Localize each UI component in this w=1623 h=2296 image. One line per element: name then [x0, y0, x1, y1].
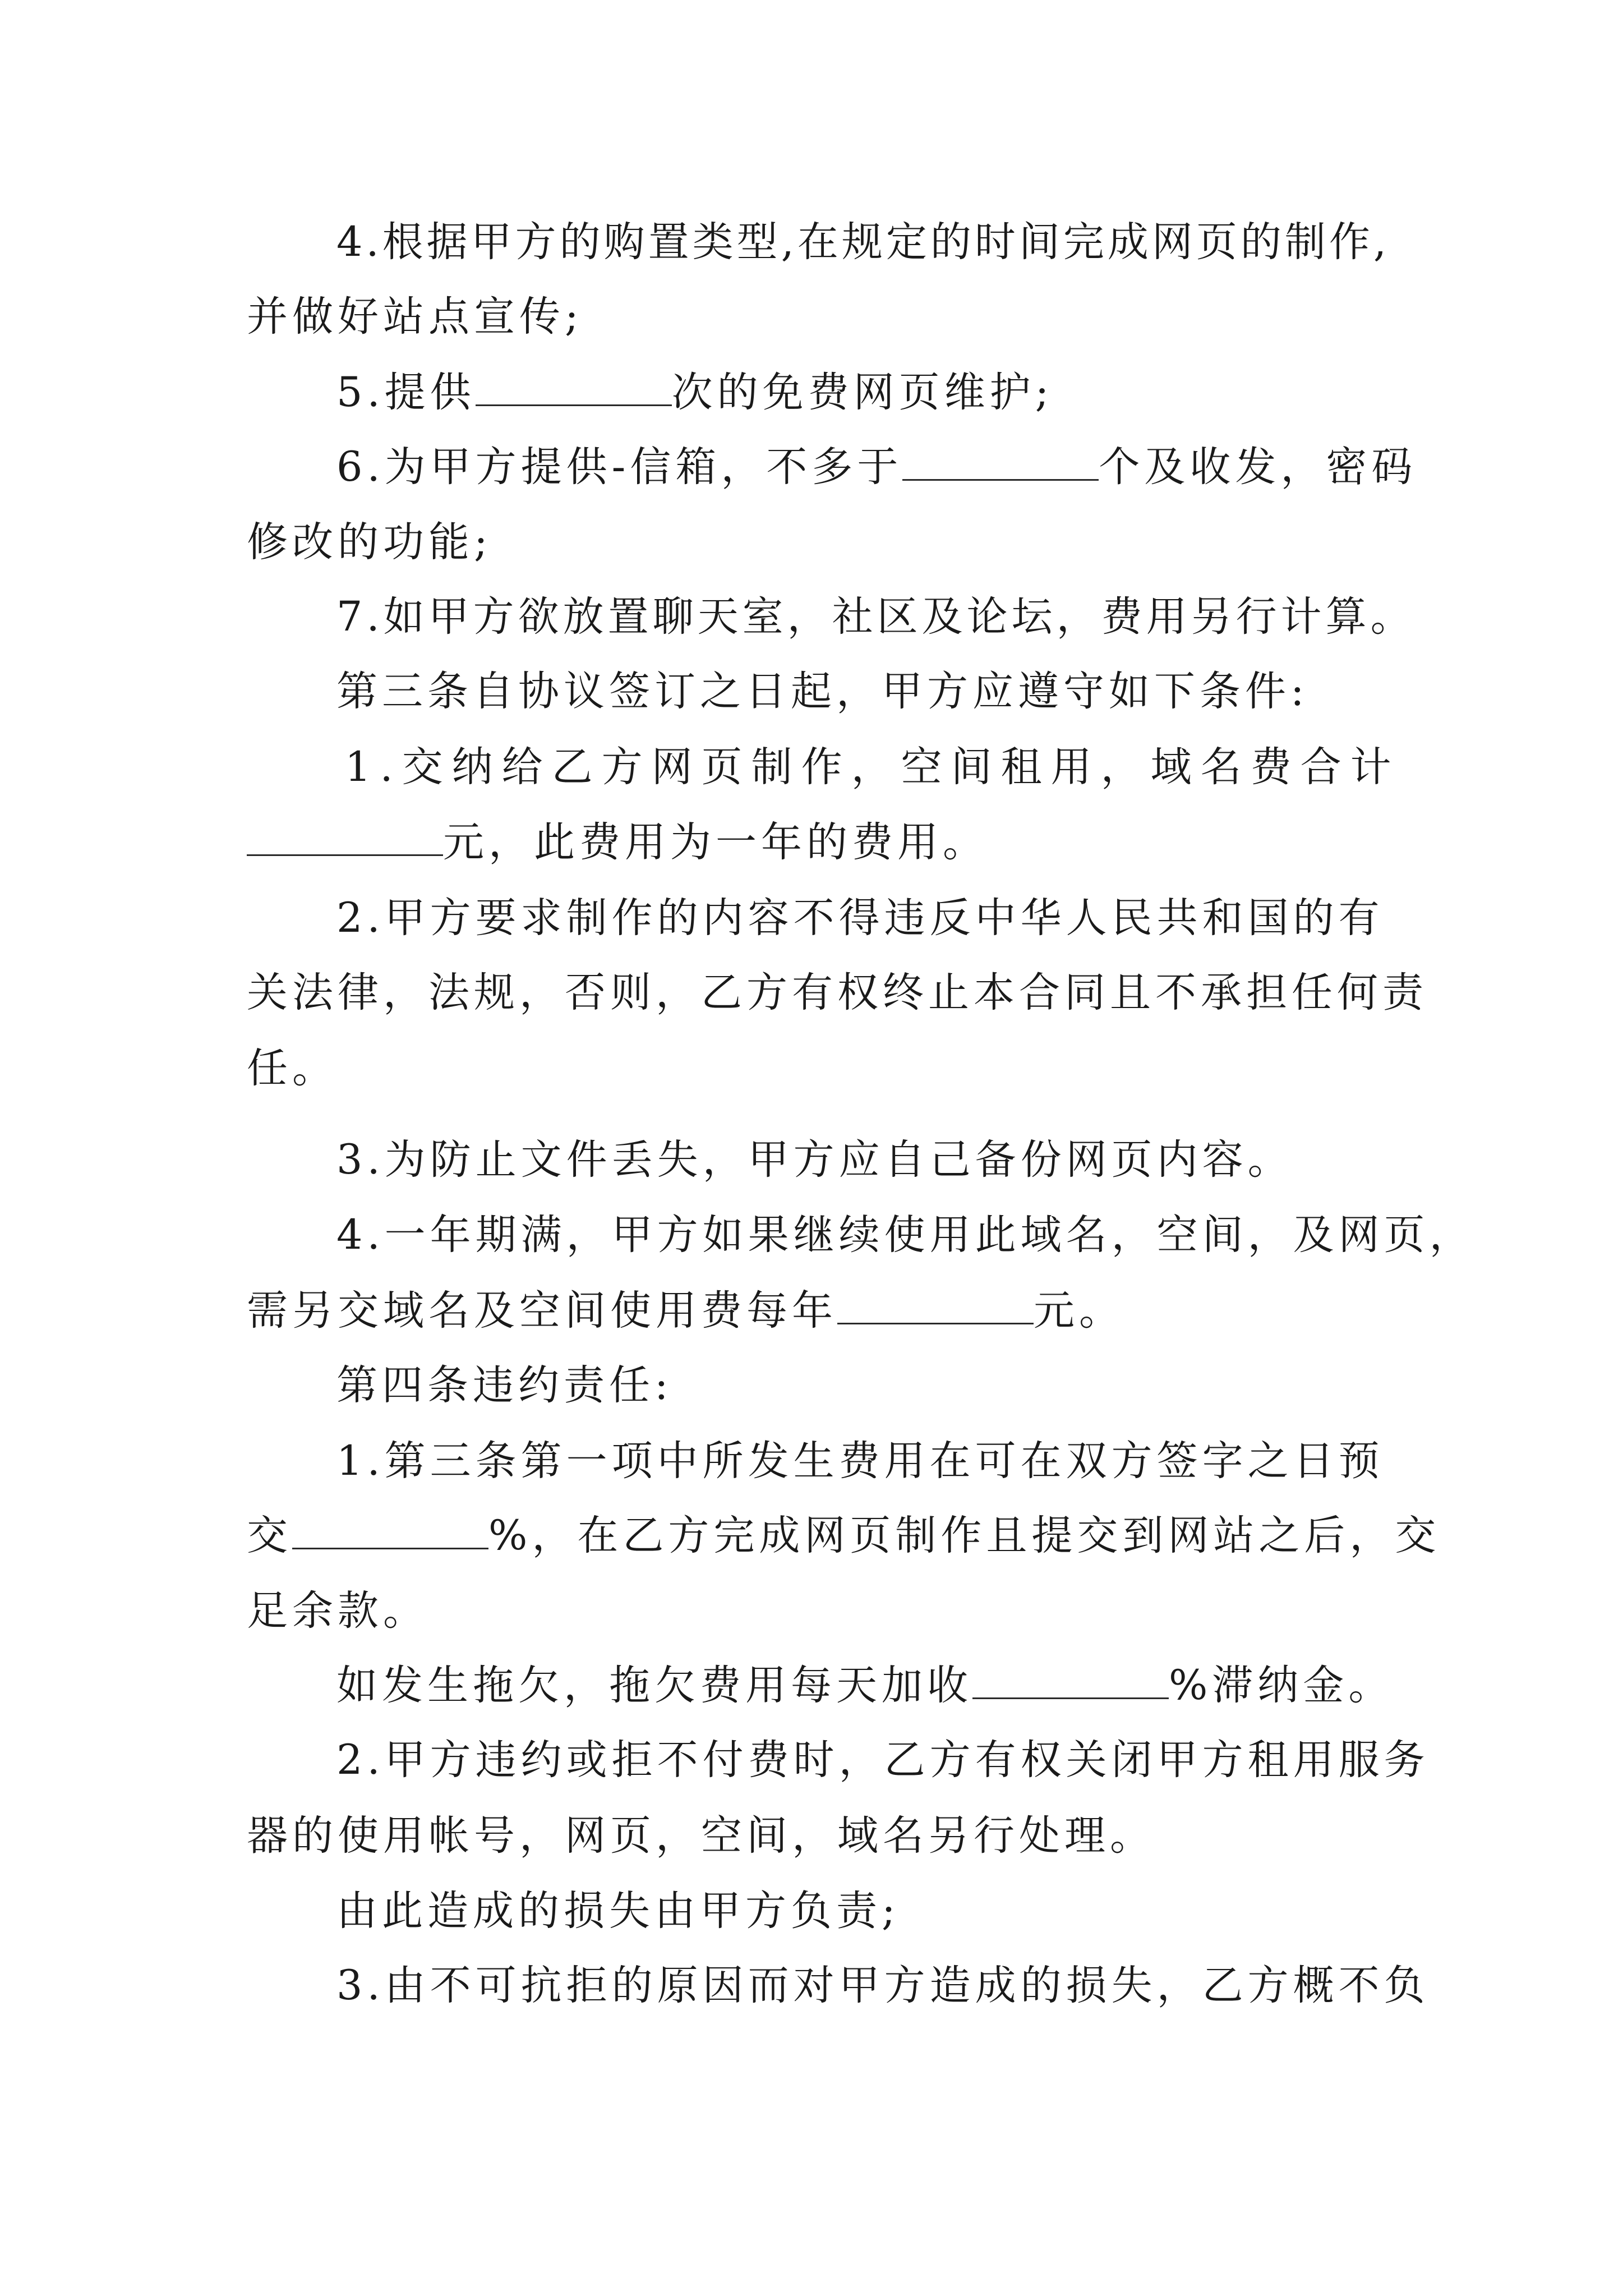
text-line: 交 %，在乙方完成网页制作且提交到网站之后，交: [247, 1512, 1441, 1559]
text-line: 2.甲方要求制作的内容不得违反中华人民共和国的有: [336, 894, 1384, 942]
text-line: 4.根据甲方的购置类型,在规定的时间完成网页的制作,: [336, 218, 1390, 266]
text-line: 由此造成的损失由甲方负责;: [336, 1887, 900, 1935]
text-line: 6.为甲方提供-信箱，不多于 个及收发，密码: [336, 443, 1417, 491]
text-line: 第三条自协议签订之日起，甲方应遵守如下条件:: [336, 668, 1309, 715]
text-line: 足余款。: [247, 1587, 428, 1635]
text-line: 3.由不可抗拒的原因而对甲方造成的损失，乙方概不负: [336, 1962, 1430, 2009]
text-line: 3.为防止文件丢失，甲方应自己备份网页内容。: [336, 1136, 1293, 1184]
text-line: 修改的功能;: [247, 518, 492, 566]
fill-in-blank: [837, 1319, 1034, 1324]
text-line: 并做好站点宣传;: [247, 293, 583, 341]
text-line: 器的使用帐号，网页，空间，域名另行处理。: [247, 1812, 1155, 1860]
fill-in-blank: [972, 1694, 1169, 1699]
fill-in-blank: [476, 401, 672, 406]
fill-in-blank: [292, 1544, 488, 1549]
text-line: 2.甲方违约或拒不付费时，乙方有权关闭甲方租用服务: [336, 1736, 1430, 1784]
text-line: 任。: [247, 1045, 338, 1092]
fill-in-blank: [247, 851, 443, 856]
text-line: 第四条违约责任:: [336, 1361, 673, 1409]
text-line: 需另交域名及空间使用费每年 元。: [247, 1287, 1124, 1335]
text-line: 5.提供 次的免费网页维护;: [336, 369, 1054, 416]
text-line: 4.一年期满，甲方如果继续使用此域名，空间，及网页，: [336, 1211, 1475, 1259]
text-line: 1.交纳给乙方网页制作，空间租用，域名费合计: [345, 743, 1400, 791]
text-line: 1.第三条第一项中所发生费用在可在双方签字之日预: [336, 1437, 1384, 1485]
text-line: 关法律，法规，否则，乙方有权终止本合同且不承担任何责: [247, 969, 1428, 1016]
fill-in-blank: [902, 476, 1099, 481]
text-line: 如发生拖欠，拖欠费用每天加收 %滞纳金。: [336, 1662, 1394, 1709]
text-line: 元，此费用为一年的费用。: [247, 815, 988, 871]
text-line: 7.如甲方欲放置聊天室，社区及论坛，费用另行计算。: [336, 593, 1415, 641]
